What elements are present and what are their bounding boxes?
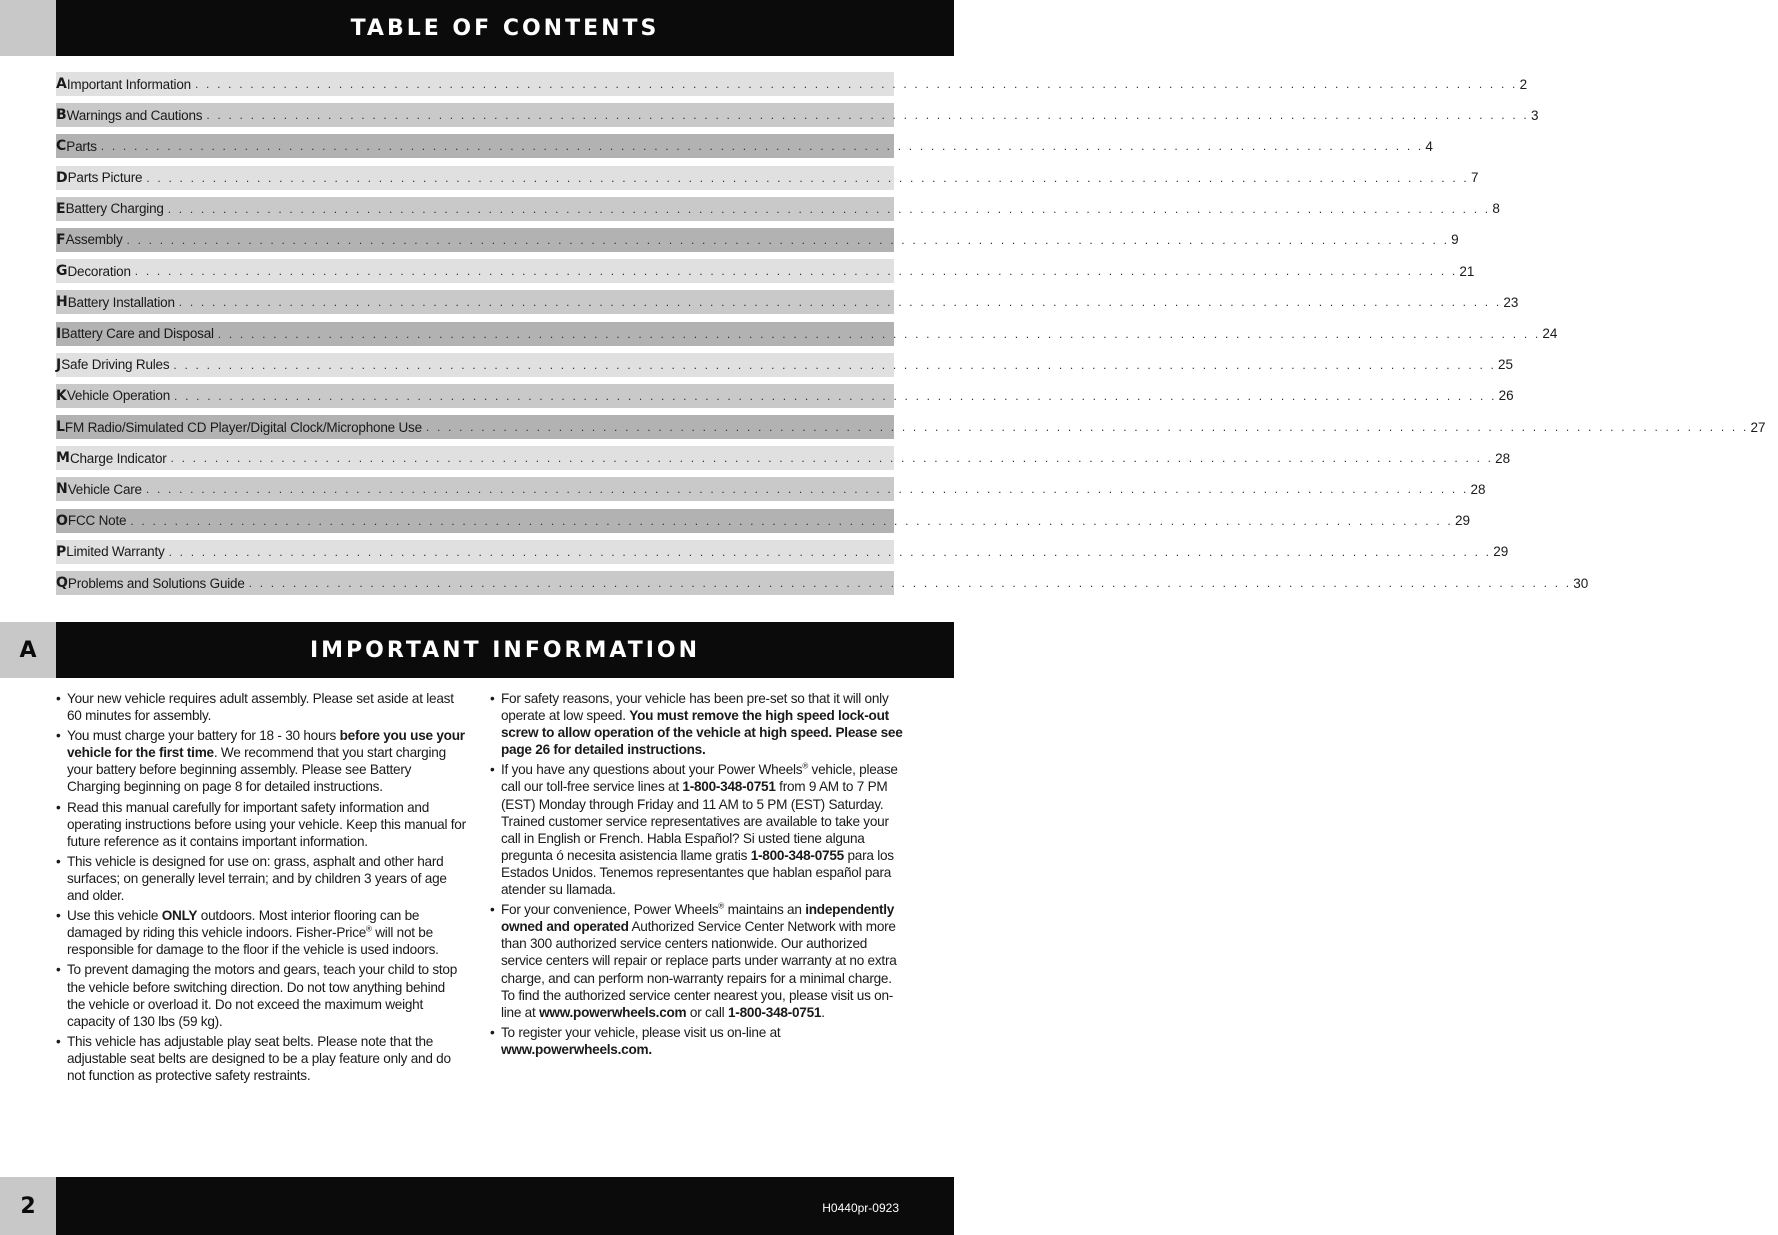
section-letter: A [19,637,37,663]
info-bullet [56,853,466,904]
toc-row [56,477,1486,501]
registered-mark: ® [366,924,372,934]
toc-row [56,415,1766,439]
toc-row [56,72,1528,96]
toc-page-number: 29 [1493,544,1509,560]
info-title: IMPORTANT INFORMATION [309,637,701,663]
toc-entry-title: Battery Installation [67,294,175,310]
toc-row [56,322,1558,346]
bullet-text: www.powerwheels.com [539,1004,687,1020]
toc-row [56,259,1475,283]
info-bullet [56,727,466,795]
info-bullet [490,690,904,758]
toc-entry-title: Vehicle Operation [66,388,171,404]
toc-leader-dots: . . . . . . . . . . . . . . . . . . . . . . . . . . . . . . . . . . . . . . . . . . . . . . . . . . . . . . . . . . . . . . . . . . . . . . . . . . . . . . . . . . . . . . . . . . . . . . . . . . . . . . . . . . . . . . . . . . . . . . . . [145,482,1469,497]
toc-leader-dots: . . . . . . . . . . . . . . . . . . . . . . . . . . . . . . . . . . . . . . . . . . . . . . . . . . . . . . . . . . . . . . . . . . . . . . . . . . . . . . . . . . . . . . . . . . . . . . . . . . . . . . . . . . . . . . . . . . . . . . . . [134,264,1458,279]
bullet-text: or call [686,1004,728,1020]
toc-letter: N [56,481,68,498]
info-bullet [490,901,904,1021]
toc-leader-dots: . . . . . . . . . . . . . . . . . . . . . . . . . . . . . . . . . . . . . . . . . . . . . . . . . . . . . . . . . . . . . . . . . . . . . . . . . . . . . . . . . . . . . . . . . . . . . . . . . . . . . . . . . . . . . . . . . . . . . . . . [173,357,1497,372]
toc-row [56,446,1511,470]
bullet-text: para los Estados Unidos. Tenemos representantes que hablan español para atender su llamada. [501,847,894,898]
toc-letter: E [56,200,66,217]
toc-letter: I [56,325,62,342]
toc-leader-dots: . . . . . . . . . . . . . . . . . . . . . . . . . . . . . . . . . . . . . . . . . . . . . . . . . . . . . . . . . . . . . . . . . . . . . . . . . . . . . . . . . . . . . . . . . . . . . . . . . . . . . . . . . . . . . . . . . . . . . . . . [248,576,1572,590]
bullet-text: 1-800-348-0751 [682,779,776,795]
info-bullet [490,761,904,898]
info-header-bar [56,622,954,678]
toc-leader-dots: . . . . . . . . . . . . . . . . . . . . . . . . . . . . . . . . . . . . . . . . . . . . . . . . . . . . . . . . . . . . . . . . . . . . . . . . . . . . . . . . . . . . . . . . . . . . . . . . . . . . . . . . . . . . . . . . . . . . . . . . [146,170,1469,185]
toc-row [56,197,1500,221]
toc-letter: C [56,138,67,155]
info-bullet [56,690,466,724]
toc-page-number: 28 [1470,481,1486,497]
toc-entry-title: Battery Charging [65,201,164,217]
toc-letter: O [56,512,68,529]
toc-letter: G [56,263,68,280]
toc-letter: D [56,169,68,186]
toc-header-bar [56,0,954,56]
toc-letter: P [56,543,67,560]
bullet-text: from 9 AM to 7 PM (EST) Monday through Friday and 11 AM to 5 PM (EST) Saturday. Trained customer service representatives are available to take your call in English or French. Habla Español? Si usted tiene alguna pregunta ó necesita asistencia llame gratis [501,779,889,863]
bullet-text: This vehicle has adjustable play seat belts. Please note that the adjustable seat belts are designed to be a play feature only and do not function as protective safety restraints. [67,1033,451,1083]
toc-entry-title: FM Radio/Simulated CD Player/Digital Clock/Microphone Use [64,419,422,435]
toc-leader-dots: . . . . . . . . . . . . . . . . . . . . . . . . . . . . . . . . . . . . . . . . . . . . . . . . . . . . . . . . . . . . . . . . . . . . . . . . . . . . . . . . . . . . . . . . . . . . . . . . . . . . . . . . . . . . . . . . . . . . . . . . [206,108,1529,123]
info-bullet [56,907,466,958]
toc-header-tab [0,0,56,56]
toc-row [56,228,1459,252]
toc-page-number: 7 [1470,170,1479,186]
info-bullet [56,1033,466,1084]
toc-leader-dots: . . . . . . . . . . . . . . . . . . . . . . . . . . . . . . . . . . . . . . . . . . . . . . . . . . . . . . . . . . . . . . . . . . . . . . . . . . . . . . . . . . . . . . . . . . . . . . . . . . . . . . . . . . . . . . . . . . . . . . . . [168,544,1492,559]
registered-mark: ® [718,901,725,911]
toc-row [56,384,1514,408]
toc-row [56,540,1509,564]
toc-row [56,103,1539,127]
toc-row [56,353,1514,377]
toc-page-number: 24 [1542,326,1558,341]
toc-row [56,571,1589,595]
toc-entry-title: Vehicle Care [67,481,142,497]
toc-leader-dots: . . . . . . . . . . . . . . . . . . . . . . . . . . . . . . . . . . . . . . . . . . . . . . . . . . . . . . . . . . . . . . . . . . . . . . . . . . . . . . . . . . . . . . . . . . . . . . . . . . . . . . . . . . . . . . . . . . . . . . . . [178,295,1502,310]
toc-page-number: 27 [1750,419,1766,435]
toc-letter: M [56,450,70,467]
toc-leader-dots: . . . . . . . . . . . . . . . . . . . . . . . . . . . . . . . . . . . . . . . . . . . . . . . . . . . . . . . . . . . . . . . . . . . . . . . . . . . . . . . . . . . . . . . . . . . . . . . . . . . . . . . . . . . . . . . . . . . . . . . . [170,451,1494,466]
toc-leader-dots: . . . . . . . . . . . . . . . . . . . . . . . . . . . . . . . . . . . . . . . . . . . . . . . . . . . . . . . . . . . . . . . . . . . . . . . . . . . . . . . . . . . . . . . . . . . . . . . . . . . . . . . . . . . . . . . . . . . . . . . . [194,77,1518,91]
toc-entry-title: FCC Note [67,513,127,529]
toc-letter: K [56,387,67,404]
toc-entry-title: Parts [66,138,97,154]
toc-page-number: 23 [1503,294,1519,310]
bullet-text: . [821,1004,825,1020]
toc-entry-title: Decoration [67,263,131,279]
toc-page-number: 26 [1498,388,1514,404]
toc-title: TABLE OF CONTENTS [350,15,660,41]
toc-letter: B [56,107,67,124]
toc-entry-title: Assembly [65,232,123,248]
bullet-text: ONLY [161,908,198,924]
bullet-text: To register your vehicle, please visit us on-line at [501,1024,781,1040]
toc-row [56,290,1519,314]
toc-page-number: 30 [1573,575,1589,591]
bullet-text: independently owned and operated [501,902,895,935]
bullet-text: You must charge your battery for 18 - 30 hours [67,728,340,744]
bullet-text: outdoors. Most interior flooring can be damaged by riding this vehicle indoors. Fisher-Price [67,908,420,941]
toc-letter: L [56,419,65,436]
toc-row [56,134,1433,158]
info-column-left [56,690,466,1087]
info-column-right [490,690,904,1061]
toc-page-number: 21 [1459,263,1475,279]
toc-entry-title: Important Information [66,76,191,92]
toc-row [56,166,1479,190]
toc-entry-title: Limited Warranty [66,544,165,560]
info-header-tab [0,622,56,678]
toc-leader-dots: . . . . . . . . . . . . . . . . . . . . . . . . . . . . . . . . . . . . . . . . . . . . . . . . . . . . . . . . . . . . . . . . . . . . . . . . . . . . . . . . . . . . . . . . . . . . . . . . . . . . . . . . . . . . . . . . . . . . . . . . [167,201,1491,216]
toc-leader-dots: . . . . . . . . . . . . . . . . . . . . . . . . . . . . . . . . . . . . . . . . . . . . . . . . . . . . . . . . . . . . . . . . . . . . . . . . . . . . . . . . . . . . . . . . . . . . . . . . . . . . . . . . . . . . . . . . . . . . . . . . [425,420,1749,435]
bullet-text: Your new vehicle requires adult assembly. Please set aside at least 60 minutes for assembly. [67,691,454,724]
bullet-text: If you have any questions about your Power Wheels [501,762,803,778]
bullet-text: You must remove the high speed lock-out screw to allow operation of the vehicle at high speed. Please see page 26 for detailed instructions. [501,708,903,758]
document-code: H0440pr-0923 [822,1201,899,1215]
page-number-tab [0,1177,56,1235]
bullet-text: will not be responsible for damage to the floor if the vehicle is used indoors. [67,925,439,958]
toc-page-number: 25 [1498,357,1514,373]
toc-entry-title: Parts Picture [67,170,143,186]
toc-leader-dots: . . . . . . . . . . . . . . . . . . . . . . . . . . . . . . . . . . . . . . . . . . . . . . . . . . . . . . . . . . . . . . . . . . . . . . . . . . . . . . . . . . . . . . . . . . . . . . . . . . . . . . . . . . . . . . . . . . . . . . . . [174,388,1497,403]
bullet-text: maintains an [724,902,806,918]
info-bullet [56,961,466,1029]
table-of-contents [56,72,1766,602]
toc-leader-dots: . . . . . . . . . . . . . . . . . . . . . . . . . . . . . . . . . . . . . . . . . . . . . . . . . . . . . . . . . . . . . . . . . . . . . . . . . . . . . . . . . . . . . . . . . . . . . . . . . . . . . . . . . . . . . . . . . . . . . . . . [100,139,1424,154]
bullet-text: vehicle, please call our toll-free service lines at [501,762,898,795]
bullet-text: For your convenience, Power Wheels [501,902,719,918]
bullet-text: 1-800-348-0751 [727,1004,822,1020]
info-bullet [56,799,466,850]
toc-leader-dots: . . . . . . . . . . . . . . . . . . . . . . . . . . . . . . . . . . . . . . . . . . . . . . . . . . . . . . . . . . . . . . . . . . . . . . . . . . . . . . . . . . . . . . . . . . . . . . . . . . . . . . . . . . . . . . . . . . . . . . . . [126,232,1450,247]
toc-letter: H [56,294,68,311]
bullet-text: Read this manual carefully for important safety information and operating instructions before using your vehicle. Keep this manual for future reference as it contains important information. [67,799,466,849]
toc-letter: A [56,76,67,92]
bullet-text: 1-800-348-0755 [750,847,844,863]
toc-entry-title: Battery Care and Disposal [61,326,214,341]
toc-entry-title: Safe Driving Rules [61,357,170,373]
toc-entry-title: Charge Indicator [69,450,167,466]
toc-letter: Q [56,575,68,591]
bullet-text: To prevent damaging the motors and gears, teach your child to stop the vehicle before switching direction. Do not tow anything behind the vehicle or overload it. Do not exceed the maximum weight capacity of 130 lbs (59 kg). [67,962,458,1029]
toc-page-number: 2 [1519,76,1528,92]
toc-page-number: 9 [1451,232,1459,248]
toc-row [56,509,1470,533]
info-bullet [490,1024,904,1058]
toc-letter: J [56,356,62,373]
toc-page-number: 3 [1530,107,1539,123]
bullet-text: This vehicle is designed for use on: grass, asphalt and other hard surfaces; on generally level terrain; and by children 3 years of age and older. [67,853,447,904]
footer-bar [56,1177,954,1235]
toc-leader-dots: . . . . . . . . . . . . . . . . . . . . . . . . . . . . . . . . . . . . . . . . . . . . . . . . . . . . . . . . . . . . . . . . . . . . . . . . . . . . . . . . . . . . . . . . . . . . . . . . . . . . . . . . . . . . . . . . . . . . . . . . [217,326,1541,341]
bullet-text: before you use your vehicle for the first time [67,728,465,761]
page-number: 2 [20,1193,36,1219]
toc-entry-title: Warnings and Cautions [66,107,203,123]
toc-page-number: 4 [1425,138,1433,154]
bullet-text: Use this vehicle [67,908,162,924]
registered-mark: ® [802,761,808,771]
toc-page-number: 8 [1492,201,1500,217]
toc-entry-title: Problems and Solutions Guide [67,575,245,591]
toc-page-number: 29 [1454,513,1470,529]
bullet-text: www.powerwheels.com. [501,1041,652,1057]
toc-page-number: 28 [1495,450,1511,466]
toc-leader-dots: . . . . . . . . . . . . . . . . . . . . . . . . . . . . . . . . . . . . . . . . . . . . . . . . . . . . . . . . . . . . . . . . . . . . . . . . . . . . . . . . . . . . . . . . . . . . . . . . . . . . . . . . . . . . . . . . . . . . . . . . [130,513,1453,528]
bullet-text: For safety reasons, your vehicle has been pre-set so that it will only operate at low speed. [501,691,889,724]
toc-letter: F [56,231,66,248]
bullet-text: . We recommend that you start charging your battery before beginning assembly. Please see Battery Charging beginning on page 8 for detailed instructions. [67,745,446,795]
bullet-text: Authorized Service Center Network with more than 300 authorized service centers nationwide. Our authorized service centers will repair or replace parts under warranty at no extra charge, and can perform non-warranty repairs for a minimal charge. To find the authorized service center nearest you, please visit us on-line at [501,919,897,1020]
